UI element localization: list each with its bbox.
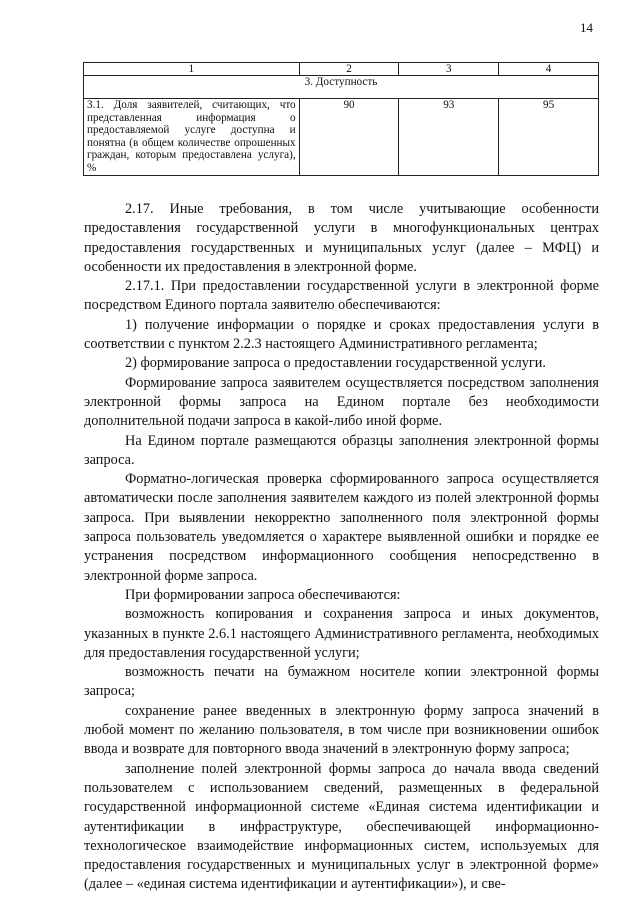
paragraph: 2.17.1. При предоставлении государственной услуги в электронной форме посредством Единого портала заявителю обеспечиваются: <box>84 278 599 314</box>
paragraph: 1) получение информации о порядке и сроках предоставления услуги в соответствии с пунктом 2.2.3 настоящего Административного регламента; <box>84 316 599 353</box>
paragraph: 2.17. Иные требования, в том числе учитывающие особенности предоставления государственной услуги в многофункциональных центрах предоставления государственных и муниципальных услуг (далее – МФЦ) и особенности их предоставления в электронной форме. <box>84 201 599 275</box>
paragraph: 2) формирование запроса о предоставлении государственной услуги. <box>125 355 546 372</box>
paragraph: Формирование запроса заявителем осуществляется посредством заполнения электронной формы запроса на Едином портале без необходимости дополнительной подачи запроса в какой-либо иной форме. <box>84 374 599 430</box>
page-number: 14 <box>580 20 593 35</box>
paragraph: возможность печати на бумажном носителе копии электронной формы запроса; <box>84 664 599 700</box>
indicator-description: 3.1. Доля заявителей, считающих, что представленная информация о предоставляемой услуге доступна и понятна (в общем количестве опрошенных граждан, которым предоставлена услуга), % <box>84 99 300 176</box>
column-number-2: 2 <box>299 63 399 76</box>
column-number-4: 4 <box>499 63 599 76</box>
column-number-1: 1 <box>84 63 300 76</box>
indicator-value-1: 90 <box>299 99 399 176</box>
table-row <box>84 99 599 176</box>
table-header-row <box>84 63 599 76</box>
paragraph: заполнение полей электронной формы запроса до начала ввода сведений пользователем с использованием сведений, размещенных в федеральной государственной информационной системе «Единая система идентификации и аутентификации в инфраструктуре, обеспечивающей информационно-технологическое взаимодействие информационных систем, используемых для предоставления государственных и муниципальных услуг в электронной форме» (далее – «единая система идентификации и аутентификации»), и све- <box>84 760 599 893</box>
paragraph: На Едином портале размещаются образцы заполнения электронной формы запроса. <box>84 432 599 468</box>
paragraph: возможность копирования и сохранения запроса и иных документов, указанных в пункте 2.6.1 настоящего Административного регламента, необходимых для предоставления государственной услуги; <box>84 606 599 661</box>
table-section-row <box>84 76 599 99</box>
indicators-table <box>83 62 599 176</box>
paragraph: сохранение ранее введенных в электронную форму запроса значений в любой момент по желанию пользователя, в том числе при возникновении ошибок ввода и возврате для повторного ввода значений в электронную форму запроса; <box>84 702 599 758</box>
paragraph: При формировании запроса обеспечиваются: <box>125 586 401 603</box>
column-number-3: 3 <box>399 63 499 76</box>
indicator-value-2: 93 <box>399 99 499 176</box>
indicator-value-3: 95 <box>499 99 599 176</box>
paragraph: Форматно-логическая проверка сформированного запроса осуществляется автоматически после заполнения заявителем каждого из полей электронной формы запроса. При выявлении некорректно заполненного поля электронной формы запроса пользователь уведомляется о характере выявленной ошибки и порядке ее устранения посредством информационного сообщения непосредственно в электронной форме запроса. <box>84 471 599 584</box>
document-body <box>84 200 599 895</box>
section-title: 3. Доступность <box>84 76 599 99</box>
